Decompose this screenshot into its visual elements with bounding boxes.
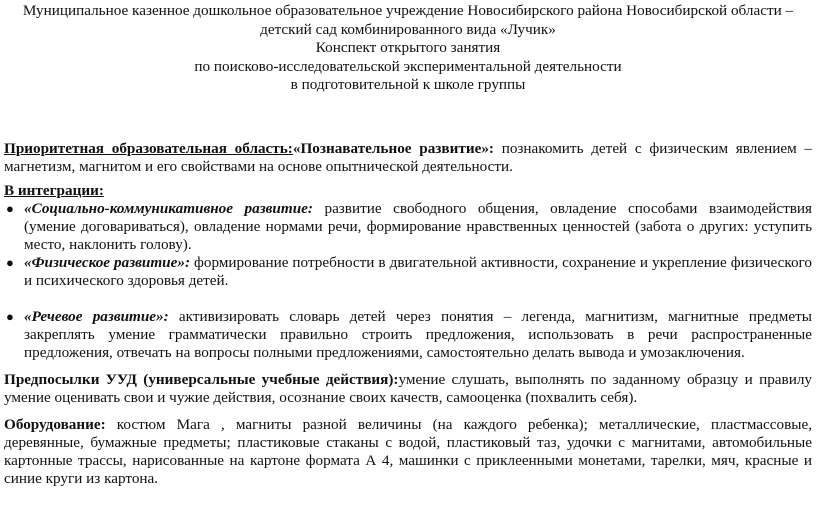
integration-item-text: активизировать словарь детей через понятия – легенда, магнитизм, магнитные предметы закреплять умение грамматически правильно строить предложения, использовать в речи распространенные предложения, отвечать на вопросы полными предложениями, самостоятельно делать вывода и умозаключения. [24,307,812,361]
header-institution-line: Муниципальное казенное дошкольное образовательное учреждение Новосибирского района Новосибирской области – [22,2,794,19]
header-lesson-title: Конспект открытого занятия [315,39,501,56]
header-activity-type: по поисково-исследовательской экспериментальной деятельности [194,57,622,75]
equipment-paragraph [4,416,812,488]
priority-area: «Познавательное развитие»: [292,139,494,157]
bullet-icon: ● [6,254,14,270]
equipment-label: Оборудование: [4,415,106,433]
list-spacer [4,290,812,308]
integration-item-text: формирование потребности в двигательной активности, сохранение и укрепление физического и психического здоровья детей. [24,253,812,289]
integration-item-physical [4,254,812,290]
priority-label: Приоритетная образовательная область: [4,139,293,157]
integration-item-label: «Физическое развитие»: [24,253,191,271]
integration-list [4,200,812,362]
integration-item-text: развитие свободного общения, овладение способами взаимодействия (умение договариваться), овладение нормами речи, формирование нравственных ценностей (забота о других: уступить место, наклонить голову). [24,199,813,253]
document-body [4,140,812,488]
uud-label: Предпосылки УУД (универсальные учебные действия): [4,370,399,388]
integration-item-label: «Социально-коммуникативное развитие: [24,199,313,217]
priority-text: познакомить детей с физическим явлением – магнетизм, магнитом и его свойствами на основе опытнической деятельности. [4,139,812,175]
integration-item-social [4,200,812,254]
uud-paragraph [4,371,812,407]
header-group: в подготовительной к школе группы [290,76,526,93]
integration-item-label: «Речевое развитие»: [24,307,169,325]
uud-text: умение слушать, выполнять по заданному образцу и правилу умение оценивать свои и чужие действия, осознание своих качеств, самооценка (похвалить себя). [4,370,812,406]
bullet-icon: ● [6,200,14,216]
integration-title: В интеграции: [4,181,104,199]
header-kindergarten-line: детский сад комбинированного вида «Лучик» [260,20,556,38]
document-header [6,2,810,95]
equipment-text: костюм Мага , магниты разной величины (на каждого ребенка); металлические, пластмассовые, деревянные, бумажные предметы; пластиковые стаканы с водой, пластиковый таз, удочки с магнитами, автомобильные картонные трассы, нарисованные на картоне формата А 4, машинки с приклеенными монетами, тарелки, мяч, красные и синие круги из картона. [4,415,812,487]
integration-item-speech [4,308,812,362]
bullet-icon: ● [6,308,14,324]
priority-paragraph [4,140,812,176]
